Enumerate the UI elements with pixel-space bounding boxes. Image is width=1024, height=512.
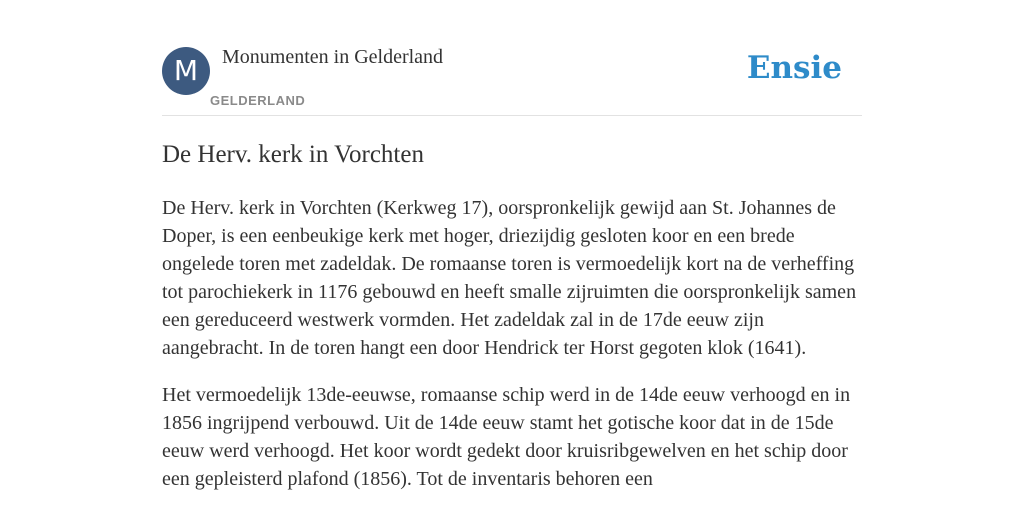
site-title-link[interactable]: Monumenten in Gelderland: [222, 46, 444, 68]
header: [162, 0, 862, 116]
article-paragraph-2: Het vermoedelijk 13de-eeuwse, romaanse schip werd in de 14de eeuw verhoogd en in 1856 ingrijpend verbouwd. Uit de 14de eeuw stamt het gotische koor dat in de 15de eeuw werd verhoogd. Het koor wordt gedekt door kruisribgewelven en het schip door een gepleisterd plafond (1856). Tot de inventaris behoren een: [162, 384, 851, 490]
avatar[interactable]: M: [162, 47, 210, 95]
article-paragraph-1: De Herv. kerk in Vorchten (Kerkweg 17), oorspronkelijk gewijd aan St. Johannes de Doper, is een eenbeukige kerk met hoger, driezijdig gesloten koor en een brede ongelede toren met zadeldak. De romaanse toren is vermoedelijk kort na de verheffing tot parochiekerk in 1176 gebouwd en heeft smalle zijruimten die oorspronkelijk samen een gereduceerd westwerk vormden. Het zadeldak zal in de 17de eeuw zijn aangebracht. In de toren hangt een door Hendrick ter Horst gegoten klok (1641).: [162, 197, 857, 359]
article-title: De Herv. kerk in Vorchten: [162, 141, 424, 168]
ensie-logo[interactable]: Ensie: [746, 50, 842, 86]
content-container: [162, 0, 862, 493]
category-link[interactable]: GELDERLAND: [210, 93, 306, 108]
